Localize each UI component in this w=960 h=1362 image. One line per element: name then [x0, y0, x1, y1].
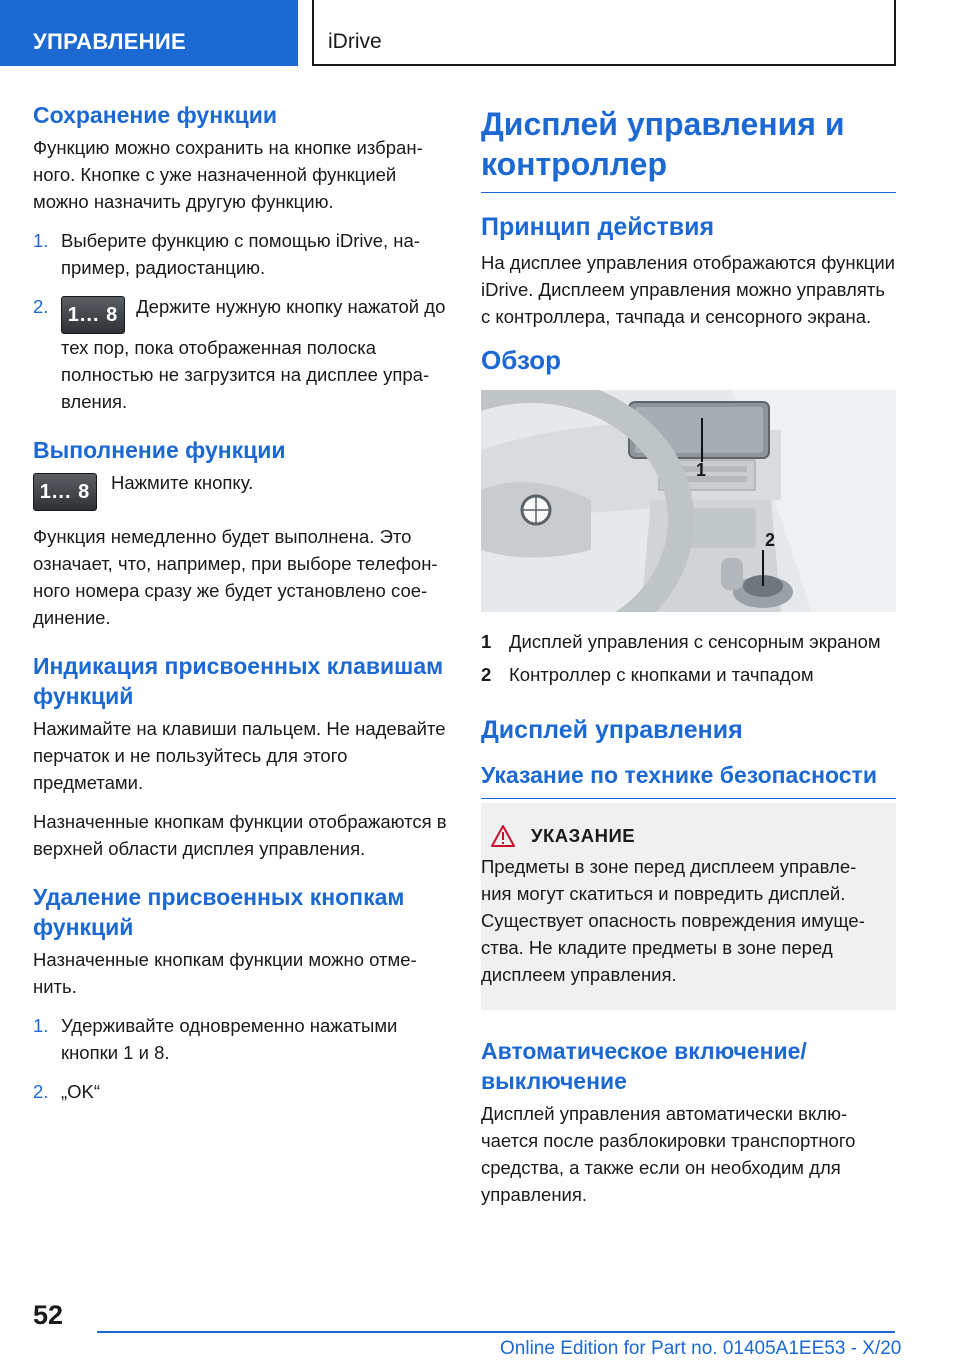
principle-text: На дисплее управления отображаются функции iDrive. Дисплеем управления можно управлять с контроллера, тачпада и сенсорного экрана. [481, 252, 895, 327]
page-header [0, 0, 960, 66]
heading-auto-on-off: Автоматическое включение/выключение [481, 1038, 807, 1094]
chapter-title: iDrive [328, 30, 382, 53]
delete-functions-text: Назначенные кнопкам функции можно отменить. [33, 949, 417, 997]
heading-control-display: Дисплей управления [481, 716, 743, 744]
notice-label: УКАЗАНИЕ [531, 825, 636, 846]
callout-1: 1 [696, 460, 707, 480]
step-text: Удерживайте одновременно нажатыми кнопки 1 и 8. [61, 1015, 398, 1063]
step-number: 2. [33, 296, 49, 317]
left-column [33, 100, 448, 1117]
list-item [33, 1012, 448, 1066]
key-indication-text-2: Назначенные кнопкам функции отображаются в верхней области дисплея управления. [33, 811, 447, 859]
main-title: Дисплей управления и контроллер [481, 104, 896, 193]
heading-overview: Обзор [481, 345, 561, 375]
legend-number: 1 [481, 631, 492, 652]
favorite-key-icon: 1... 8 [33, 473, 97, 511]
heading-safety: Указание по технике безопасности [481, 760, 896, 799]
legend-item [481, 661, 896, 688]
legend-text: Дисплей управления с сенсорным экраном [509, 631, 881, 652]
notice-header [481, 825, 874, 847]
step-number: 2. [33, 1081, 49, 1102]
cockpit-drawing [481, 390, 896, 612]
callout-2: 2 [765, 530, 776, 550]
key-indication-text-1: Нажимайте на клавиши пальцем. Не надевайте перчаток и не пользуйтесь для этого предметами. [33, 718, 446, 793]
run-function-text: Функция немедленно будет выполнена. Это означает, что, например, при выборе телефонного номера сразу же будет установлено соединение. [33, 526, 438, 628]
press-key-text: Нажмите кнопку. [111, 472, 254, 493]
save-function-text: Функцию можно сохранить на кнопке избранного. Кнопке с уже назначенной функцией можно назначить другую функцию. [33, 137, 423, 212]
heading-delete-functions: Удаление присвоенных кнопкам функций [33, 884, 405, 940]
step-text: Выберите функцию с помощью iDrive, например, радиостанцию. [61, 230, 420, 278]
notice-box [481, 803, 896, 1010]
auto-on-off-text: Дисплей управления автоматически включается после разблокировки транспортного средства, а также если он необходим для управления. [481, 1103, 856, 1205]
heading-principle: Принцип действия [481, 213, 715, 241]
step-text: Держите нужную кнопку нажатой до тех пор, пока отображенная полоска полностью не загрузится на дисплее управления. [61, 296, 446, 412]
heading-key-indication: Индикация присвоенных клавишам функций [33, 653, 444, 709]
footer-edition: Online Edition for Part no. 01405A1EE53 - X/20 [500, 1338, 902, 1359]
list-item [33, 293, 448, 415]
step-text: „OK“ [61, 1081, 101, 1102]
footer-divider [97, 1331, 895, 1333]
page-number: 52 [33, 1300, 64, 1330]
step-number: 1. [33, 1015, 49, 1036]
legend-number: 2 [481, 664, 492, 685]
favorite-key-icon: 1... 8 [61, 296, 125, 334]
notice-text: Предметы в зоне перед дисплеем управления могут скатиться и повредить дисплей. Существует опасность повреждения имущества. Не кладите предметы в зоне перед дисплеем управления. [481, 856, 865, 985]
list-item [33, 1078, 448, 1105]
list-item [33, 227, 448, 281]
warning-triangle-icon [491, 825, 515, 847]
heading-run-function: Выполнение функции [33, 437, 286, 463]
cockpit-illustration [481, 390, 896, 612]
step-number: 1. [33, 230, 49, 251]
legend-text: Контроллер с кнопками и тачпадом [509, 664, 814, 685]
legend-item [481, 628, 896, 655]
chapter-box [312, 0, 896, 66]
press-key-row [33, 469, 448, 511]
section-tab: УПРАВЛЕНИЕ [0, 0, 298, 66]
right-column [481, 104, 896, 1220]
heading-save-function: Сохранение функции [33, 102, 278, 128]
